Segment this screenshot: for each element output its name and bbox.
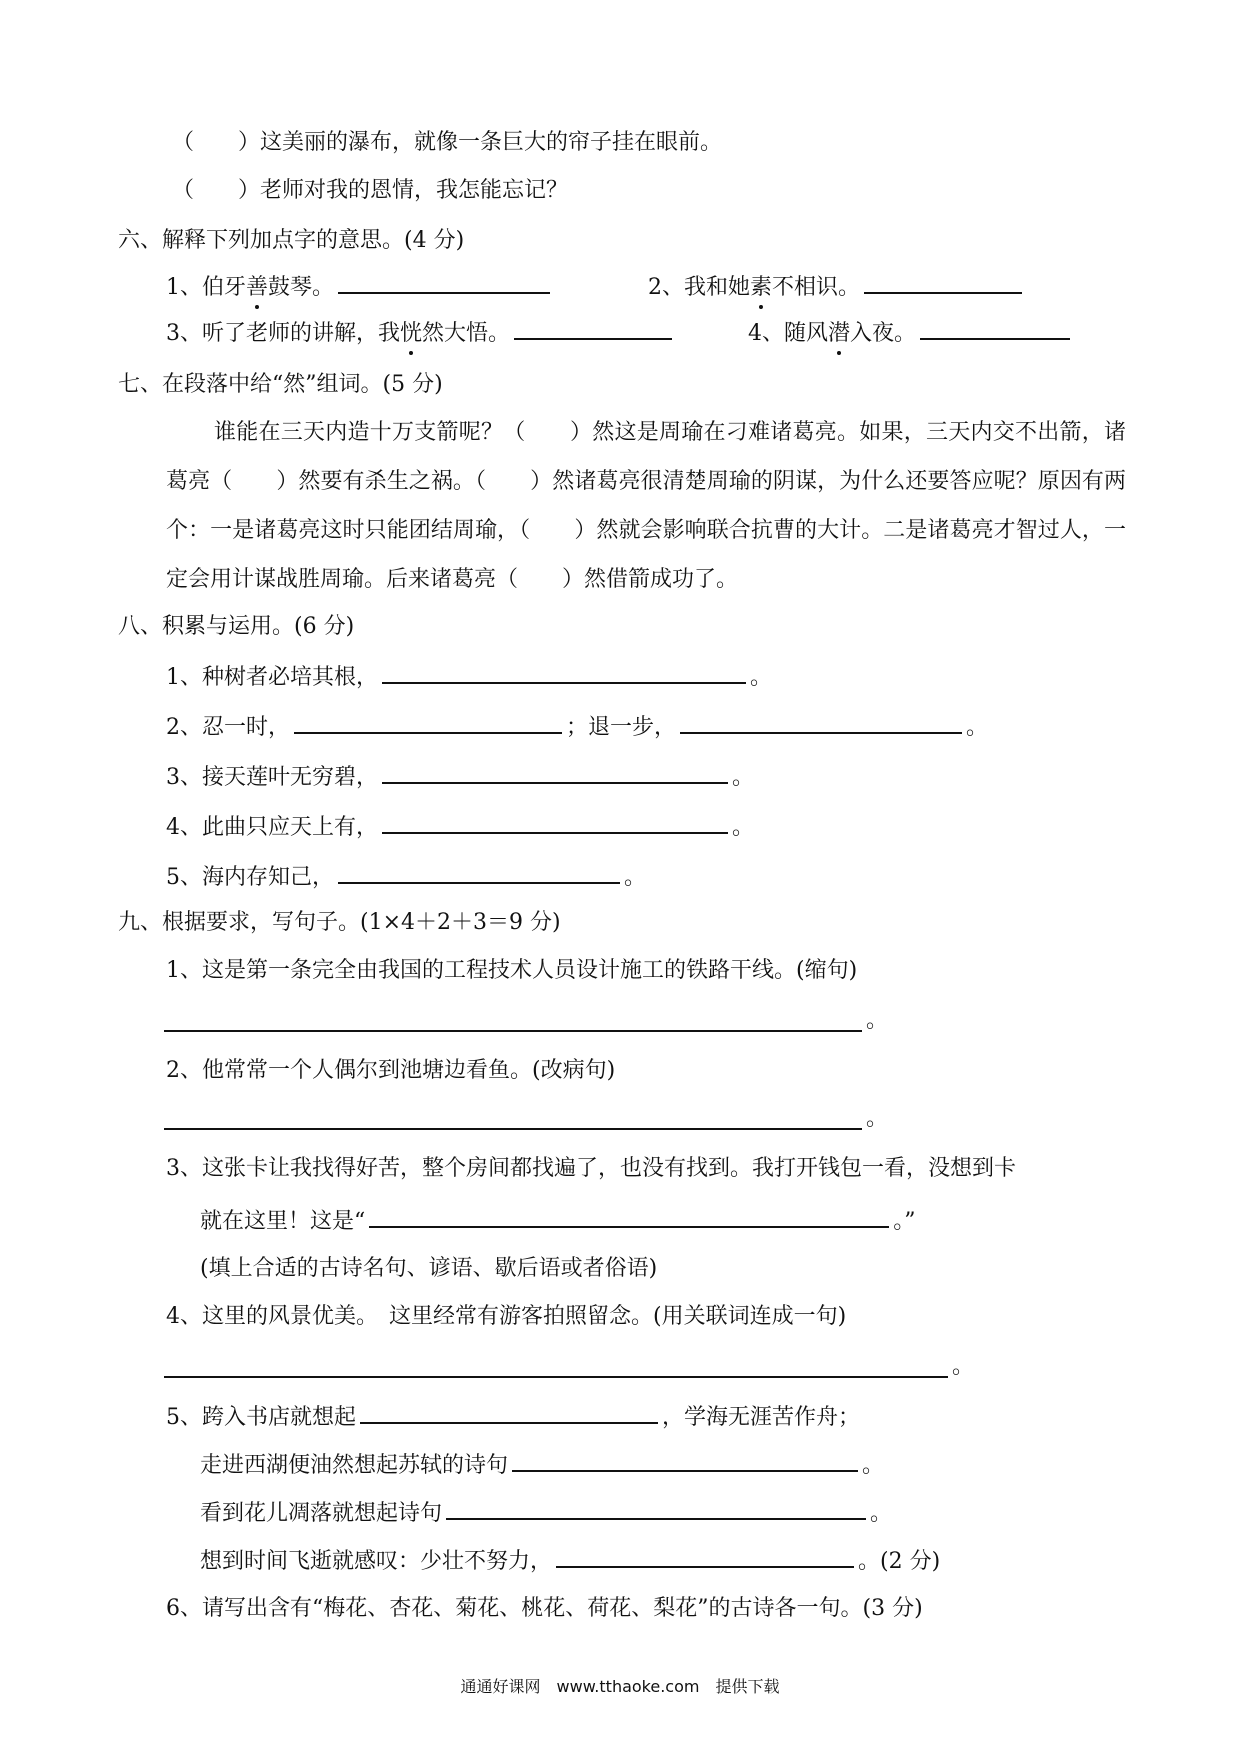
sec9-q5a-suffix: ，学海无涯苦作舟；	[662, 1405, 861, 1430]
sec8-q2	[166, 710, 988, 740]
sec8-q2-period: 。	[966, 715, 989, 740]
sec9-q3-line-1: 3、这张卡让我找得好苦，整个房间都找遍了，也没有找到。我打开钱包一看，没想到卡	[166, 1156, 1016, 1181]
sec6-q4	[748, 316, 1074, 346]
sec9-q5b-text: 走进西湖便油然想起苏轼的诗句	[200, 1453, 509, 1478]
sec9-q5c-period: 。	[870, 1501, 893, 1526]
sec9-q5d-prefix: 想到时间飞逝就感叹：少壮不努力，	[200, 1549, 553, 1574]
sec9-q5d-answer-blank[interactable]	[556, 1544, 854, 1568]
sec6-q3-prefix: 3、听了老师的讲解，我	[166, 321, 400, 346]
sec9-q5-line-2	[200, 1448, 884, 1478]
sec9-q5c-text: 看到花儿凋落就想起诗句	[200, 1501, 443, 1526]
sec9-q1: 1、这是第一条完全由我国的工程技术人员设计施工的铁路干线。(缩句)	[166, 958, 858, 983]
sec9-q5-line-4	[200, 1544, 940, 1574]
sec6-q3-answer-blank[interactable]	[514, 316, 672, 340]
sec9-q3-prefix: 就在这里！这是“	[200, 1209, 366, 1234]
sec9-q4-answer-line[interactable]	[164, 1376, 948, 1378]
sec8-q2-answer-blank-a[interactable]	[294, 710, 562, 734]
sec8-q5-answer-blank[interactable]	[338, 860, 620, 884]
section-9-title: 九、根据要求，写句子。(1×4＋2＋3＝9 分)	[118, 910, 561, 935]
sec6-q1	[166, 270, 554, 300]
section-8-title: 八、积累与运用。(6 分)	[118, 614, 355, 639]
sec9-q5b-period: 。	[862, 1453, 885, 1478]
sec9-q5d-suffix: 。(2 分)	[858, 1549, 941, 1574]
sec9-q4: 4、这里的风景优美。 这里经常有游客拍照留念。(用关联词连成一句)	[166, 1304, 847, 1329]
sec6-q3-dotted-char: 恍	[400, 319, 422, 349]
sec9-q5a-prefix: 5、跨入书店就想起	[166, 1405, 356, 1430]
sec5-line-2: （ ）老师对我的恩情，我怎能忘记？	[172, 178, 569, 203]
sec9-q5-line-1	[166, 1400, 860, 1430]
sec9-q3-hint: (填上合适的古诗名句、谚语、歇后语或者俗语)	[200, 1256, 658, 1281]
sec6-q2-suffix: 不相识。	[772, 275, 861, 300]
sec8-q3-text: 3、接天莲叶无穷碧，	[166, 765, 378, 790]
sec8-q2-text-a: 2、忍一时，	[166, 715, 290, 740]
sec8-q1-answer-blank[interactable]	[382, 660, 746, 684]
sec6-q2-dotted-char: 素	[750, 273, 772, 303]
sec8-q1-text: 1、种树者必培其根，	[166, 665, 378, 690]
sec6-q3	[166, 316, 676, 346]
sec9-q5a-answer-blank[interactable]	[360, 1400, 658, 1424]
sec7-paragraph: 谁能在三天内造十万支箭呢？（ ）然这是周瑜在刁难诸葛亮。如果，三天内交不出箭，诸葛亮（ ）然要有杀生之祸。（ ）然诸葛亮很清楚周瑜的阴谋，为什么还要答应呢？原因有两个：一是诸葛亮这时只能团结周瑜，（ ）然就会影响联合抗曹的大计。二是诸葛亮才智过人，一定会用计谋战胜周瑜。后来诸葛亮（ ）然借箭成功了。	[166, 420, 1126, 592]
sec6-q4-dotted-char: 潜	[828, 319, 850, 349]
sec9-q2-answer-line[interactable]	[164, 1128, 862, 1130]
sec9-q4-period: 。	[952, 1354, 975, 1379]
sec8-q3	[166, 760, 754, 790]
sec9-q3-answer-blank[interactable]	[369, 1204, 889, 1228]
sec9-q5c-answer-blank[interactable]	[446, 1496, 866, 1520]
sec8-q5	[166, 860, 646, 890]
sec9-q2: 2、他常常一个人偶尔到池塘边看鱼。(改病句)	[166, 1058, 616, 1083]
section-7-title: 七、在段落中给“然”组词。(5 分)	[118, 372, 443, 397]
sec8-q3-period: 。	[732, 765, 755, 790]
sec8-q2-answer-blank-b[interactable]	[680, 710, 962, 734]
sec6-q1-prefix: 1、伯牙	[166, 275, 246, 300]
sec9-q6: 6、请写出含有“梅花、杏花、菊花、桃花、荷花、梨花”的古诗各一句。(3 分)	[166, 1596, 923, 1621]
sec5-line-1: （ ）这美丽的瀑布，就像一条巨大的帘子挂在眼前。	[172, 130, 723, 155]
page-footer: 通通好课网 www.tthaoke.com 提供下载	[460, 1677, 780, 1696]
sec8-q4-period: 。	[732, 815, 755, 840]
sec9-q3-line-2	[200, 1204, 916, 1234]
sec9-q1-period: 。	[866, 1008, 889, 1033]
sec8-q5-period: 。	[624, 865, 647, 890]
sec8-q1-period: 。	[750, 665, 773, 690]
sec9-q5-line-3	[200, 1496, 892, 1526]
sec6-q2-answer-blank[interactable]	[864, 270, 1022, 294]
sec6-q4-prefix: 4、随风	[748, 321, 828, 346]
sec6-q2-prefix: 2、我和她	[648, 275, 750, 300]
sec8-q4-answer-blank[interactable]	[382, 810, 728, 834]
sec8-q2-text-b: ；退一步，	[566, 715, 677, 740]
sec6-q4-answer-blank[interactable]	[920, 316, 1070, 340]
section-6-title: 六、解释下列加点字的意思。(4 分)	[118, 228, 465, 253]
sec8-q4-text: 4、此曲只应天上有，	[166, 815, 378, 840]
sec6-q4-suffix: 入夜。	[850, 321, 917, 346]
sec6-q3-suffix: 然大悟。	[422, 321, 511, 346]
sec8-q1	[166, 660, 772, 690]
sec9-q5b-answer-blank[interactable]	[512, 1448, 858, 1472]
sec8-q3-answer-blank[interactable]	[382, 760, 728, 784]
sec9-q1-answer-line[interactable]	[164, 1030, 862, 1032]
sec9-q2-period: 。	[866, 1106, 889, 1131]
sec8-q4	[166, 810, 754, 840]
sec6-q2	[648, 270, 1026, 300]
sec6-q1-dotted-char: 善	[246, 273, 268, 303]
sec8-q5-text: 5、海内存知己，	[166, 865, 334, 890]
sec6-q1-answer-blank[interactable]	[338, 270, 550, 294]
sec9-q3-suffix: 。”	[893, 1209, 916, 1234]
sec6-q1-suffix: 鼓琴。	[268, 275, 335, 300]
